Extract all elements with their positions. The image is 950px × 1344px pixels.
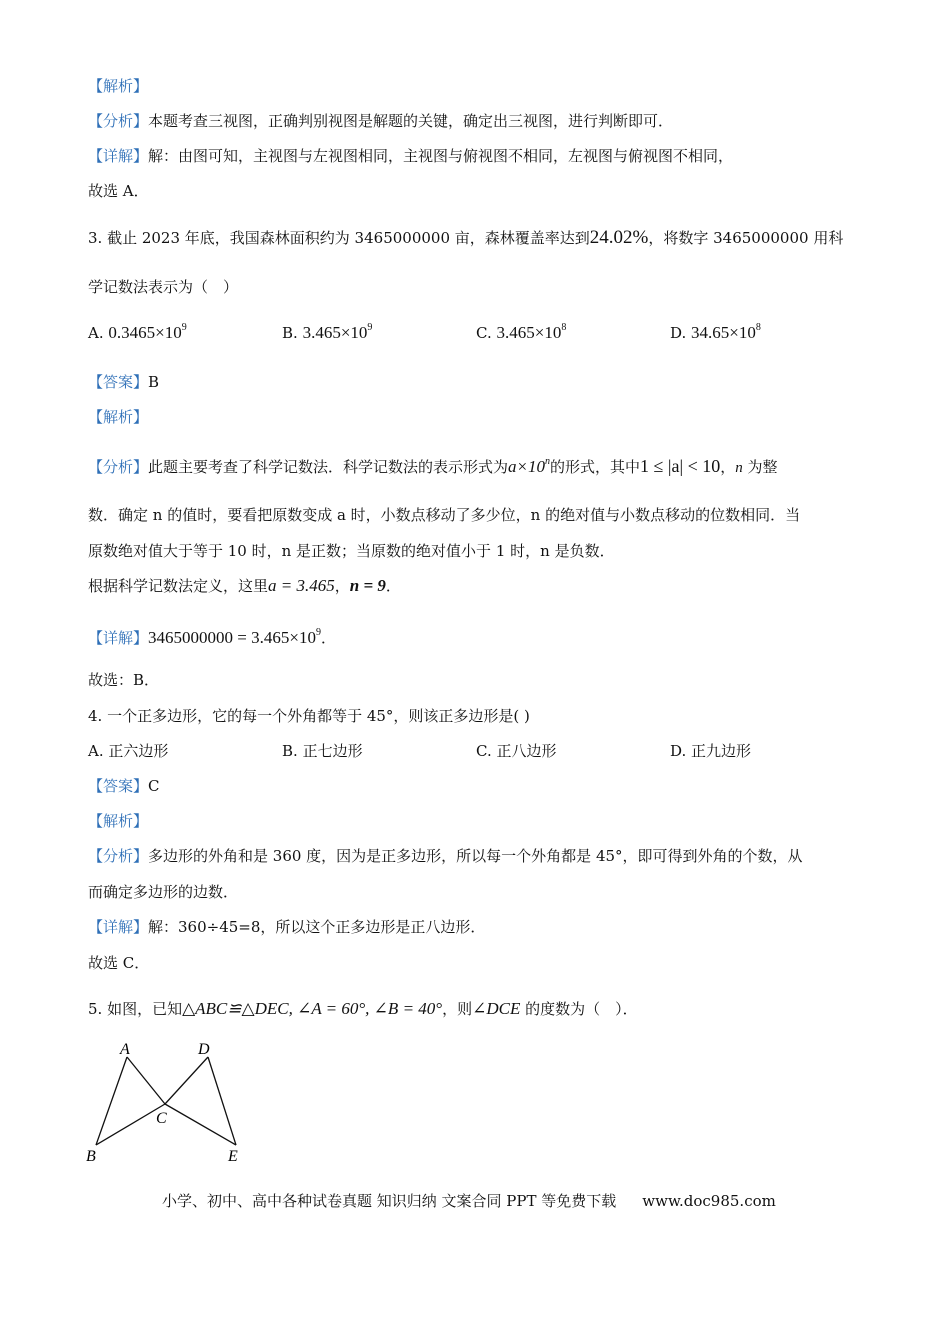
n-value: n = 9: [349, 576, 386, 595]
q3-fenxi-line3: 原数绝对值大于等于 10 时，n 是正数；当原数的绝对值小于 1 时，n 是负数．: [88, 542, 615, 560]
detail-tag: 【详解】: [88, 147, 149, 165]
q3-rate: 24.02%: [589, 227, 649, 248]
detail-text: 解：360÷45=8，所以这个正多边形是正八边形．: [148, 918, 486, 936]
detail-expression: [148, 628, 321, 647]
q5-angle: ∠DCE: [472, 999, 521, 1018]
q4-analysis-heading: [88, 811, 148, 831]
q3-fenxi-line1: [88, 452, 778, 478]
analysis-heading: [88, 76, 148, 96]
option-label: C.: [476, 742, 492, 760]
fenxi-text: 为整: [742, 458, 778, 476]
detail-base: 3465000000 = 3.465×10: [148, 628, 316, 647]
q3-answer: [88, 372, 159, 392]
option-value: [497, 323, 567, 342]
q3-fenxi-line2: 数．确定 n 的值时，要看把原数变成 a 时，小数点移动了多少位，n 的绝对值与小数点移动的位数相同．当: [88, 506, 801, 524]
q4-answer: [88, 776, 160, 796]
answer-value: B: [148, 373, 160, 391]
point-b-label: B: [86, 1148, 96, 1165]
q5-stem-text: 的度数为（ ）．: [520, 1000, 638, 1018]
answer-tag: 【答案】: [88, 373, 149, 391]
q3-option-a: [88, 318, 187, 343]
option-text: 正九边形: [691, 742, 752, 760]
fenxi-text: 的形式，其中: [550, 458, 641, 476]
footer-text: 小学、初中、高中各种试卷真题 知识归纳 文案合同 PPT 等免费下载: [162, 1192, 617, 1210]
q4-option-c: [476, 741, 557, 761]
answer-value: C: [148, 777, 160, 795]
q5-stem-text: 5. 如图，已知: [88, 1000, 183, 1018]
q3-stem: [88, 228, 843, 248]
q3-option-d: [670, 318, 761, 343]
q4-stem: 4. 一个正多边形，它的每一个外角都等于 45°，则该正多边形是( ): [88, 707, 530, 725]
detail-tag: 【详解】: [88, 918, 149, 936]
range-expression: 1 ≤ |a| < 10: [640, 456, 721, 476]
fenxi-text: ，: [334, 577, 350, 595]
q4-conclusion: 故选 C．: [88, 954, 150, 972]
q3-option-b: [282, 318, 372, 343]
fenxi-text: ．: [385, 577, 401, 595]
fenxi-text: ，: [720, 458, 736, 476]
fenxi-text: 多边形的外角和是 360 度，因为是正多边形，所以每一个外角都是 45°，即可得到外角的个数，从: [148, 847, 803, 865]
q3-fenxi-line4: [88, 576, 401, 596]
q4-detail: [88, 917, 485, 937]
detail-tag: 【详解】: [88, 629, 149, 647]
option-value: [108, 323, 186, 342]
option-label: D.: [670, 324, 687, 342]
form-base: a×10: [508, 457, 546, 476]
option-base: 3.465×10: [496, 323, 562, 342]
analysis-tag: 【解析】: [88, 77, 149, 95]
option-label: A.: [88, 324, 104, 342]
option-exp: 8: [755, 322, 761, 333]
point-e-label: E: [228, 1148, 238, 1165]
q4-option-b: [282, 741, 363, 761]
q4-option-a: [88, 741, 168, 761]
q3-stem-part1: 3. 截止 2023 年底，我国森林面积约为 3465000000 亩，森林覆盖率达到: [88, 229, 590, 247]
option-value: [303, 323, 373, 342]
option-text: 正七边形: [302, 742, 363, 760]
fenxi-text: 根据科学记数法定义，这里: [88, 577, 269, 595]
fenxi-line: [88, 111, 673, 131]
footer-url[interactable]: www.doc985.com: [642, 1192, 776, 1210]
option-exp: 8: [561, 322, 567, 333]
q5-stem-text: ，则: [442, 1000, 473, 1018]
point-d-label: D: [198, 1041, 210, 1058]
fenxi-text: 此题主要考查了科学记数法．科学记数法的表示形式为: [148, 458, 509, 476]
option-label: B.: [282, 324, 298, 342]
detail-line: [88, 146, 733, 166]
answer-tag: 【答案】: [88, 777, 149, 795]
option-value: [691, 323, 761, 342]
n-variable: n: [735, 460, 743, 476]
fenxi-tag: 【分析】: [88, 847, 149, 865]
form-expression: [508, 457, 550, 476]
option-exp: 9: [367, 322, 373, 333]
page-footer: [162, 1191, 776, 1211]
q3-option-c: [476, 318, 566, 343]
q3-conclusion: 故选：B．: [88, 671, 160, 689]
option-text: 正六边形: [108, 742, 169, 760]
option-label: A.: [88, 742, 104, 760]
option-text: 正八边形: [496, 742, 557, 760]
detail-text: 解：由图可知，主视图与左视图相同，主视图与俯视图不相同，左视图与俯视图不相同，: [148, 147, 734, 165]
q3-stem-line2: 学记数法表示为（ ）: [88, 278, 239, 296]
option-label: C.: [476, 324, 492, 342]
fenxi-text: 本题考查三视图，正确判别视图是解题的关键，确定出三视图，进行判断即可．: [148, 112, 674, 130]
q5-condition: △ABC≌△DEC, ∠A = 60°, ∠B = 40°: [182, 999, 443, 1018]
point-a-label: A: [120, 1041, 130, 1058]
q3-analysis-heading: [88, 407, 148, 427]
option-label: D.: [670, 742, 687, 760]
detail-end: ．: [320, 629, 336, 647]
option-base: 0.3465×10: [108, 323, 182, 342]
q4-fenxi-line1: [88, 846, 803, 866]
option-label: B.: [282, 742, 298, 760]
q5-diagram: [80, 1035, 260, 1175]
analysis-tag: 【解析】: [88, 408, 149, 426]
q4-option-d: [670, 741, 751, 761]
detail-exp: 9: [315, 627, 321, 638]
option-base: 34.65×10: [691, 323, 756, 342]
q4-fenxi-line2: 而确定多边形的边数．: [88, 883, 239, 901]
q3-stem-part2: ，将数字 3465000000 用科: [648, 229, 844, 247]
a-value: a = 3.465: [268, 576, 335, 595]
q3-detail: [88, 623, 336, 648]
option-base: 3.465×10: [302, 323, 368, 342]
fenxi-tag: 【分析】: [88, 458, 149, 476]
q5-stem: [88, 999, 638, 1019]
point-c-label: C: [156, 1110, 167, 1127]
analysis-tag: 【解析】: [88, 812, 149, 830]
conclusion: 故选 A．: [88, 182, 149, 200]
option-exp: 9: [181, 322, 187, 333]
form-exp: n: [545, 456, 551, 467]
triangle-lines: [96, 1057, 236, 1145]
fenxi-tag: 【分析】: [88, 112, 149, 130]
